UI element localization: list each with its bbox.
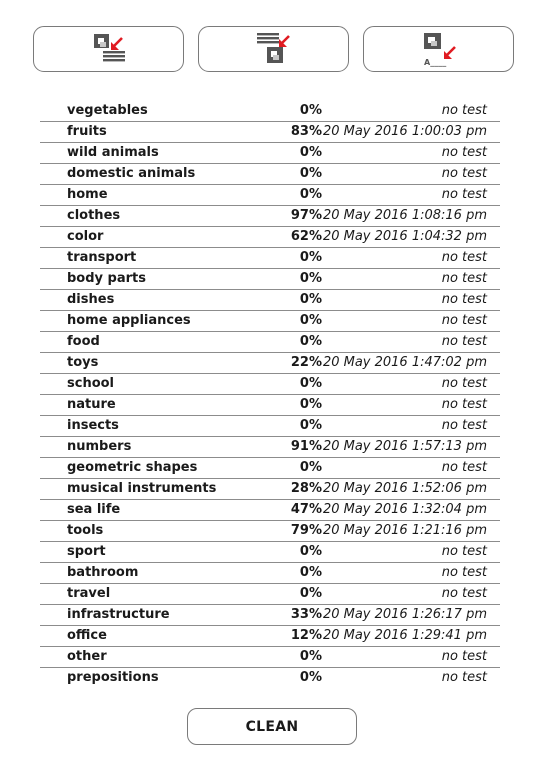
category-cell: home: [40, 185, 247, 206]
percent-cell: 0%: [247, 458, 322, 479]
last-test-cell: 20 May 2016 1:04:32 pm: [322, 227, 500, 248]
table-row: [40, 563, 500, 584]
percent-cell: 0%: [247, 311, 322, 332]
last-test-cell: no test: [322, 542, 500, 563]
category-cell: dishes: [40, 290, 247, 311]
percent-cell: 12%: [247, 626, 322, 647]
category-cell: vegetables: [40, 101, 247, 122]
percent-cell: 0%: [247, 416, 322, 437]
table-row: [40, 626, 500, 647]
table-row: [40, 416, 500, 437]
picture-spelling-mode-button[interactable]: [363, 26, 514, 72]
percent-cell: 0%: [247, 101, 322, 122]
category-cell: bathroom: [40, 563, 247, 584]
picture-to-word-mode-button[interactable]: [33, 26, 184, 72]
last-test-cell: no test: [322, 269, 500, 290]
last-test-cell: no test: [322, 185, 500, 206]
last-test-cell: 20 May 2016 1:52:06 pm: [322, 479, 500, 500]
category-cell: wild animals: [40, 143, 247, 164]
last-test-cell: no test: [322, 395, 500, 416]
table-row: [40, 374, 500, 395]
percent-cell: 0%: [247, 563, 322, 584]
table-row: [40, 479, 500, 500]
category-cell: geometric shapes: [40, 458, 247, 479]
text-to-picture-icon: [254, 31, 294, 67]
last-test-cell: no test: [322, 458, 500, 479]
results-table: [40, 101, 500, 688]
table-row: [40, 311, 500, 332]
category-cell: insects: [40, 416, 247, 437]
percent-cell: 0%: [247, 584, 322, 605]
percent-cell: 0%: [247, 374, 322, 395]
category-cell: transport: [40, 248, 247, 269]
category-cell: musical instruments: [40, 479, 247, 500]
table-row: [40, 437, 500, 458]
category-cell: sport: [40, 542, 247, 563]
percent-cell: 0%: [247, 395, 322, 416]
category-cell: tools: [40, 521, 247, 542]
table-row: [40, 605, 500, 626]
table-row: [40, 668, 500, 689]
table-row: [40, 143, 500, 164]
percent-cell: 79%: [247, 521, 322, 542]
last-test-cell: 20 May 2016 1:29:41 pm: [322, 626, 500, 647]
percent-cell: 0%: [247, 290, 322, 311]
percent-cell: 0%: [247, 164, 322, 185]
last-test-cell: no test: [322, 332, 500, 353]
last-test-cell: 20 May 2016 1:57:13 pm: [322, 437, 500, 458]
table-row: [40, 458, 500, 479]
table-row: [40, 647, 500, 668]
last-test-cell: 20 May 2016 1:26:17 pm: [322, 605, 500, 626]
last-test-cell: 20 May 2016 1:21:16 pm: [322, 521, 500, 542]
percent-cell: 83%: [247, 122, 322, 143]
category-cell: sea life: [40, 500, 247, 521]
category-cell: body parts: [40, 269, 247, 290]
last-test-cell: no test: [322, 143, 500, 164]
category-cell: nature: [40, 395, 247, 416]
table-row: [40, 353, 500, 374]
category-cell: travel: [40, 584, 247, 605]
percent-cell: 0%: [247, 647, 322, 668]
percent-cell: 22%: [247, 353, 322, 374]
table-row: [40, 395, 500, 416]
percent-cell: 33%: [247, 605, 322, 626]
category-cell: clothes: [40, 206, 247, 227]
category-cell: prepositions: [67, 670, 159, 685]
percent-cell: 47%: [247, 500, 322, 521]
category-cell: school: [40, 374, 247, 395]
percent-cell: 0%: [299, 670, 322, 685]
last-test-cell: no test: [322, 647, 500, 668]
last-test-cell: no test: [322, 416, 500, 437]
table-row: [40, 269, 500, 290]
table-row: [40, 584, 500, 605]
table-row: [40, 185, 500, 206]
last-test-cell: no test: [322, 101, 500, 122]
last-test-cell: no test: [322, 248, 500, 269]
table-row: [40, 332, 500, 353]
table-row: [40, 206, 500, 227]
category-cell: home appliances: [40, 311, 247, 332]
category-cell: other: [40, 647, 247, 668]
percent-cell: 62%: [247, 227, 322, 248]
last-test-cell: no test: [441, 670, 487, 685]
table-row: [40, 101, 500, 122]
last-test-cell: no test: [322, 164, 500, 185]
category-cell: numbers: [40, 437, 247, 458]
clean-button[interactable]: CLEAN: [187, 708, 357, 745]
category-cell: fruits: [40, 122, 247, 143]
percent-cell: 0%: [247, 332, 322, 353]
percent-cell: 0%: [247, 185, 322, 206]
category-cell: food: [40, 332, 247, 353]
last-test-cell: 20 May 2016 1:00:03 pm: [322, 122, 500, 143]
table-row: [40, 164, 500, 185]
last-test-cell: 20 May 2016 1:47:02 pm: [322, 353, 500, 374]
percent-cell: 91%: [247, 437, 322, 458]
percent-cell: 97%: [247, 206, 322, 227]
percent-cell: 28%: [247, 479, 322, 500]
category-cell: toys: [40, 353, 247, 374]
table-row: [40, 500, 500, 521]
table-row: [40, 542, 500, 563]
table-row: [40, 521, 500, 542]
last-test-cell: 20 May 2016 1:32:04 pm: [322, 500, 500, 521]
category-cell: color: [40, 227, 247, 248]
last-test-cell: no test: [322, 311, 500, 332]
percent-cell: 0%: [247, 248, 322, 269]
last-test-cell: no test: [322, 374, 500, 395]
word-to-picture-mode-button[interactable]: [198, 26, 349, 72]
last-test-cell: no test: [322, 584, 500, 605]
table-row: [40, 290, 500, 311]
table-row: [40, 248, 500, 269]
category-cell: domestic animals: [40, 164, 247, 185]
percent-cell: 0%: [247, 269, 322, 290]
table-row: [40, 122, 500, 143]
last-test-cell: 20 May 2016 1:08:16 pm: [322, 206, 500, 227]
category-cell: infrastructure: [40, 605, 247, 626]
table-row: [40, 227, 500, 248]
spelling-caption: A____: [423, 58, 446, 67]
picture-to-letters-icon: [419, 31, 459, 67]
category-cell: office: [40, 626, 247, 647]
last-test-cell: no test: [322, 290, 500, 311]
percent-cell: 0%: [247, 542, 322, 563]
picture-to-text-icon: [89, 32, 129, 66]
percent-cell: 0%: [247, 143, 322, 164]
last-test-cell: no test: [322, 563, 500, 584]
